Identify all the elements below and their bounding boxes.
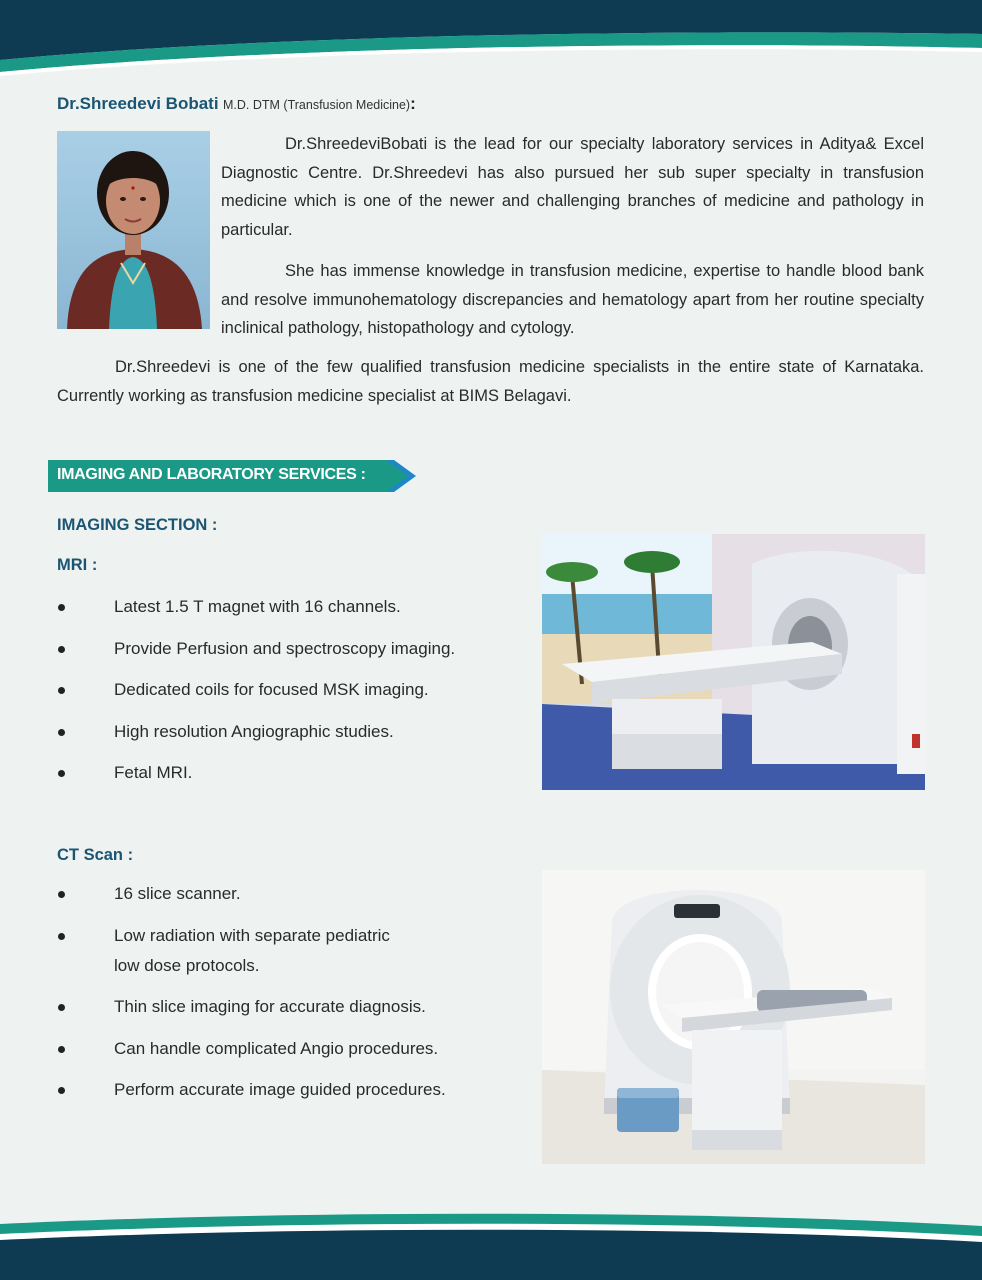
bio-paragraph-1: Dr.ShreedeviBobati is the lead for our specialty laboratory services in Aditya& Excel Diagnostic Centre. Dr.Shreedevi has also pursued her sub super specialty in transfusion medicine which is one of the newer and challenging branches of medicine and pathology in particular.: [221, 135, 924, 239]
bullet-icon: [58, 646, 65, 653]
bio-paragraph-2: She has immense knowledge in transfusion medicine, expertise to handle blood bank and resolve immunohematology discrepancies and hematology apart from her routine specialty inclinical pathology, histopathology and cytology.: [221, 262, 924, 337]
name-colon: :: [410, 94, 416, 113]
bullet-icon: [58, 770, 65, 777]
list-item: Fetal MRI.: [57, 758, 455, 788]
list-item: Perform accurate image guided procedures.: [57, 1075, 446, 1105]
doctor-name: Dr.Shreedevi Bobati: [57, 94, 219, 113]
list-item: Dedicated coils for focused MSK imaging.: [57, 675, 455, 705]
ct-scanner-photo: [542, 870, 925, 1164]
doctor-portrait-photo: [57, 131, 210, 329]
doctor-name-line: [57, 94, 416, 114]
bullet-icon: [58, 604, 65, 611]
mri-feature-list: [57, 592, 455, 800]
doctor-credentials: M.D. DTM (Transfusion Medicine): [223, 98, 411, 112]
bullet-icon: [58, 687, 65, 694]
list-item: Provide Perfusion and spectroscopy imaging.: [57, 634, 455, 664]
bullet-icon: [58, 933, 65, 940]
list-item: Latest 1.5 T magnet with 16 channels.: [57, 592, 455, 622]
list-item: High resolution Angiographic studies.: [57, 717, 455, 747]
bullet-icon: [58, 729, 65, 736]
bullet-icon: [58, 891, 65, 898]
mri-heading: MRI :: [57, 556, 98, 574]
bullet-icon: [58, 1004, 65, 1011]
list-item: Thin slice imaging for accurate diagnosis.: [57, 992, 446, 1022]
list-item: 16 slice scanner.: [57, 879, 446, 909]
top-decorative-band: [0, 0, 982, 80]
list-item: Low radiation with separate pediatric low dose protocols.: [57, 921, 446, 981]
ct-heading: CT Scan :: [57, 846, 134, 864]
list-item: Can handle complicated Angio procedures.: [57, 1034, 446, 1064]
section-banner-title: IMAGING AND LABORATORY SERVICES :: [57, 466, 366, 483]
imaging-section-heading: IMAGING SECTION :: [57, 516, 218, 534]
bio-paragraph-3: Dr.Shreedevi is one of the few qualified transfusion medicine specialists in the entire state of Karnataka. Currently working as transfusion medicine specialist at BIMS Belagavi.: [57, 358, 924, 405]
bullet-icon: [58, 1087, 65, 1094]
bullet-icon: [58, 1046, 65, 1053]
bottom-decorative-band: [0, 1200, 982, 1280]
mri-scanner-photo: [542, 534, 925, 790]
ct-feature-list: [57, 879, 446, 1117]
